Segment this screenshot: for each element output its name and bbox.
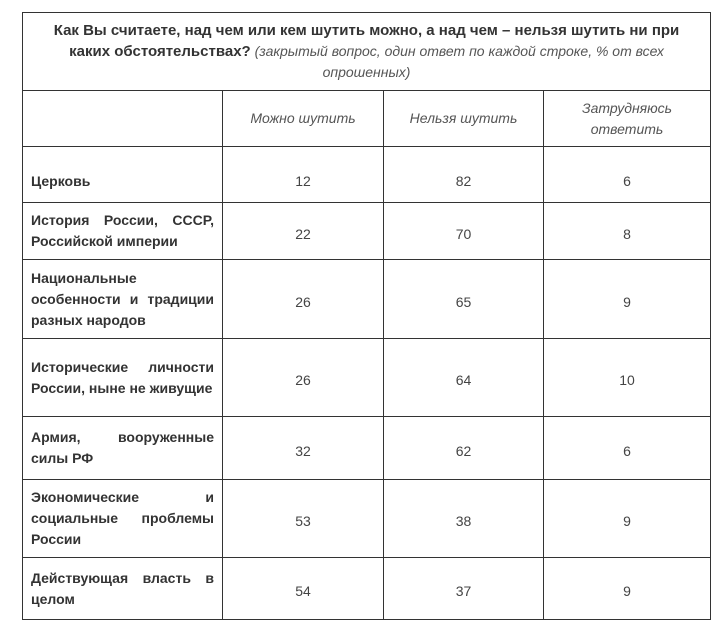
value-can-joke: 32: [223, 417, 384, 480]
question-note: (закрытый вопрос, один ответ по каждой строке, % от всех опрошенных): [254, 43, 664, 80]
table-row: [23, 480, 711, 558]
survey-table: [22, 12, 711, 620]
value-hard-to-answer: 6: [544, 147, 711, 203]
value-cannot-joke: 37: [384, 558, 544, 620]
row-label: Действующая власть в целом: [23, 558, 223, 620]
value-can-joke: 26: [223, 260, 384, 339]
header-cannot-joke: Нельзя шутить: [384, 91, 544, 147]
value-hard-to-answer: 10: [544, 339, 711, 417]
header-empty: [23, 91, 223, 147]
row-label: Церковь: [23, 147, 223, 203]
table-row: [23, 260, 711, 339]
value-cannot-joke: 38: [384, 480, 544, 558]
header-row: [23, 91, 711, 147]
table-title: [23, 13, 711, 91]
row-label: Армия, вооруженные силы РФ: [23, 417, 223, 480]
table-row: [23, 339, 711, 417]
value-cannot-joke: 64: [384, 339, 544, 417]
value-can-joke: 12: [223, 147, 384, 203]
table-row: [23, 558, 711, 620]
row-label: Национальные особенности и традиции разных народов: [23, 260, 223, 339]
value-hard-to-answer: 6: [544, 417, 711, 480]
table-row: [23, 203, 711, 260]
row-label: Экономические и социальные проблемы России: [23, 480, 223, 558]
value-cannot-joke: 65: [384, 260, 544, 339]
value-can-joke: 53: [223, 480, 384, 558]
table-row: [23, 147, 711, 203]
value-hard-to-answer: 9: [544, 558, 711, 620]
row-label: История России, СССР, Российской империи: [23, 203, 223, 260]
value-hard-to-answer: 8: [544, 203, 711, 260]
value-cannot-joke: 82: [384, 147, 544, 203]
table-row: [23, 417, 711, 480]
question-text: Как Вы считаете, над чем или кем шутить можно, а над чем – нельзя шутить ни при каких обстоятельствах?: [53, 22, 680, 60]
value-can-joke: 26: [223, 339, 384, 417]
value-can-joke: 22: [223, 203, 384, 260]
value-hard-to-answer: 9: [544, 480, 711, 558]
value-cannot-joke: 70: [384, 203, 544, 260]
header-can-joke: Можно шутить: [223, 91, 384, 147]
header-hard-to-answer: Затрудняюсь ответить: [544, 91, 711, 147]
value-can-joke: 54: [223, 558, 384, 620]
row-label: Исторические личности России, ныне не живущие: [23, 339, 223, 417]
value-cannot-joke: 62: [384, 417, 544, 480]
title-row: [23, 13, 711, 91]
value-hard-to-answer: 9: [544, 260, 711, 339]
